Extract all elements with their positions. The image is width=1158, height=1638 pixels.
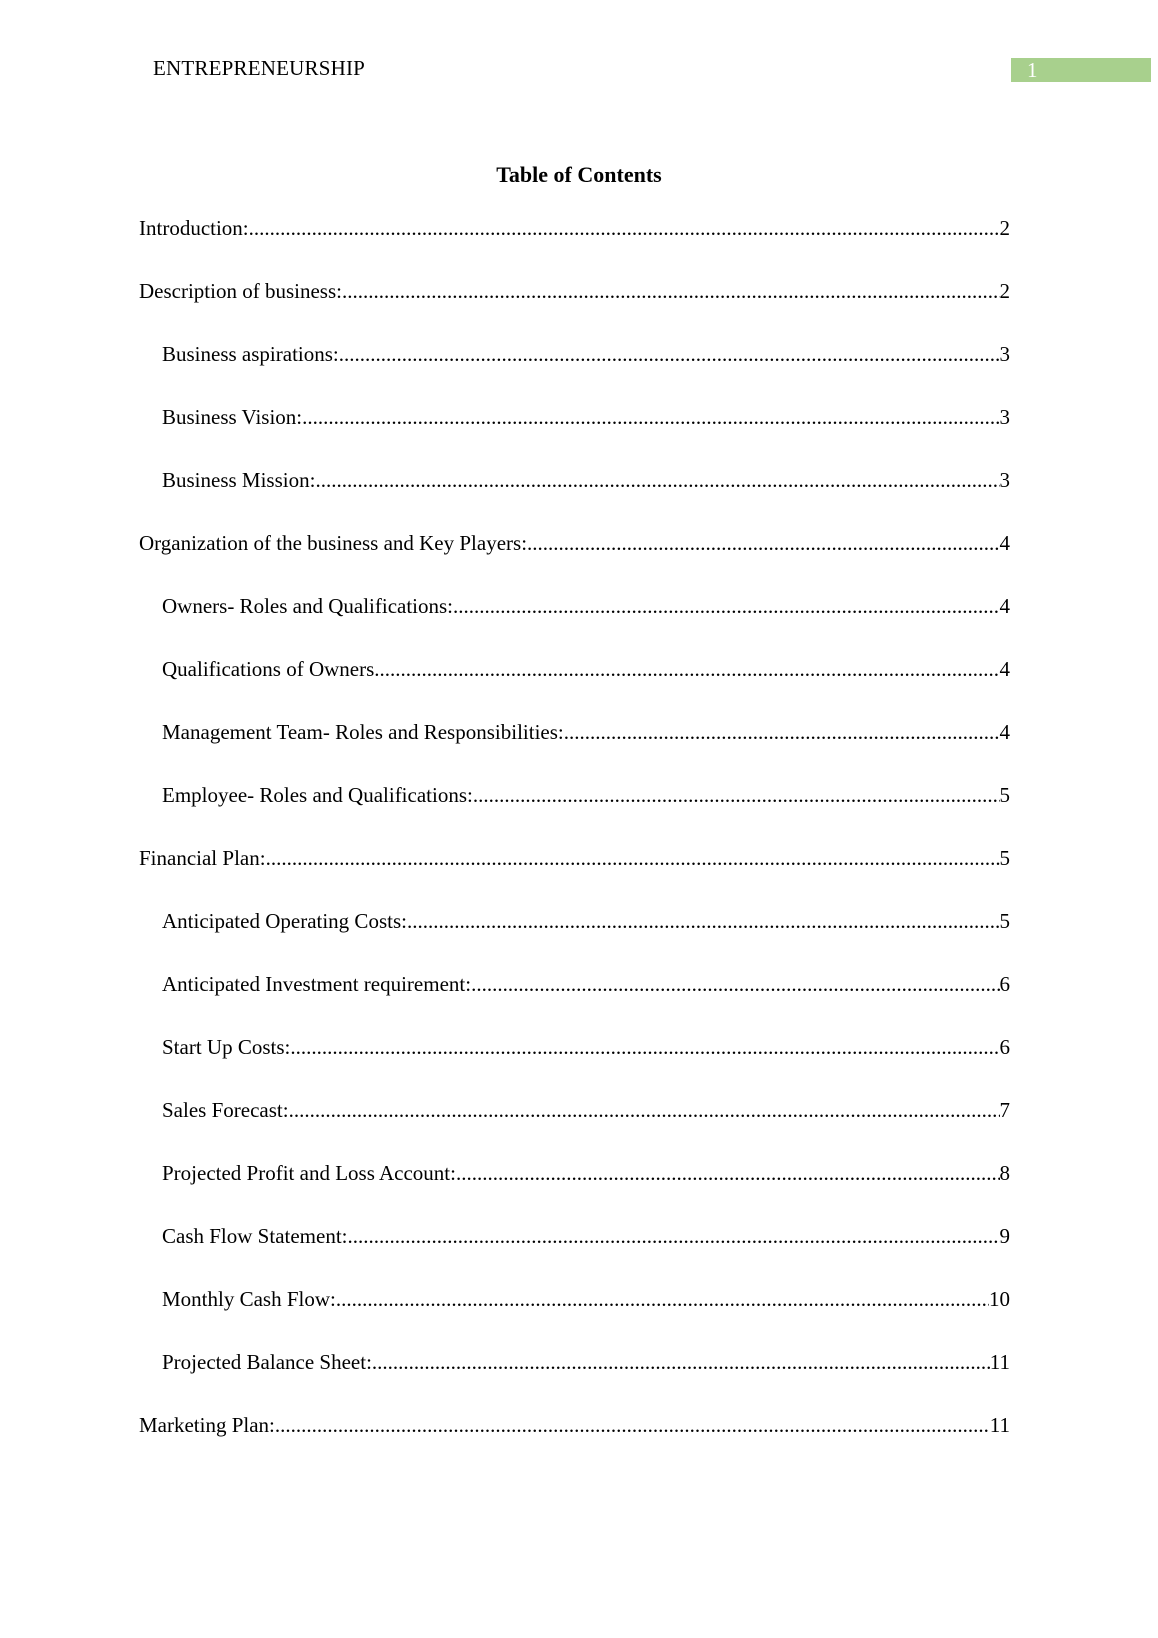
toc-entry[interactable] — [139, 1032, 1010, 1095]
toc-entry-title: Anticipated Operating Costs: — [162, 909, 407, 933]
toc-entry-title: Management Team- Roles and Responsibilities: — [162, 720, 564, 744]
toc-dot-leader — [339, 339, 1000, 369]
toc-entry-page: 4 — [999, 657, 1010, 681]
toc-entry-page: 11 — [989, 1350, 1010, 1374]
toc-entry[interactable] — [139, 1158, 1010, 1221]
toc-dot-leader — [527, 528, 999, 558]
toc-entry-page: 5 — [999, 909, 1010, 933]
toc-entry-page: 10 — [989, 1287, 1010, 1311]
toc-entry[interactable] — [139, 213, 1010, 276]
toc-entry-title: Sales Forecast: — [162, 1098, 289, 1122]
toc-dot-leader — [336, 1284, 989, 1314]
toc-entry[interactable] — [139, 906, 1010, 969]
toc-dot-leader — [289, 1095, 1000, 1125]
toc-entry[interactable] — [139, 339, 1010, 402]
toc-dot-leader — [348, 1221, 1000, 1251]
toc-entry-page: 8 — [999, 1161, 1010, 1185]
toc-entry[interactable] — [139, 591, 1010, 654]
toc-entry-page: 5 — [999, 846, 1010, 870]
toc-entry-page: 4 — [999, 720, 1010, 744]
toc-entry-title: Start Up Costs: — [162, 1035, 291, 1059]
toc-dot-leader — [290, 1032, 999, 1062]
toc-entry-page: 7 — [999, 1098, 1010, 1122]
toc-entry-title: Business aspirations: — [162, 342, 339, 366]
toc-entry[interactable] — [139, 969, 1010, 1032]
toc-entry-title: Qualifications of Owners — [162, 657, 375, 681]
toc-entry-page: 11 — [989, 1413, 1010, 1437]
toc-entry[interactable] — [139, 843, 1010, 906]
toc-entry[interactable] — [139, 780, 1010, 843]
toc-entry-title: Owners- Roles and Qualifications: — [162, 594, 454, 618]
page-number-badge: 1 — [1011, 58, 1151, 82]
toc-entry-title: Monthly Cash Flow: — [162, 1287, 336, 1311]
running-header-title: ENTREPRENEURSHIP — [153, 56, 366, 80]
toc-entry[interactable] — [139, 1284, 1010, 1347]
toc-entry-page: 3 — [999, 342, 1010, 366]
toc-dot-leader — [473, 780, 1000, 810]
toc-dot-leader — [456, 1158, 1000, 1188]
toc-entry-page: 2 — [999, 216, 1010, 240]
toc-dot-leader — [372, 1347, 990, 1377]
toc-entry[interactable] — [139, 528, 1010, 591]
toc-entry-title: Business Mission: — [162, 468, 316, 492]
toc-entry-title: Projected Profit and Loss Account: — [162, 1161, 456, 1185]
toc-dot-leader — [249, 213, 1000, 243]
toc-entry-title: Business Vision: — [162, 405, 303, 429]
toc-entry-title: Description of business: — [139, 279, 342, 303]
table-of-contents — [139, 213, 1010, 1473]
toc-entry-page: 3 — [999, 405, 1010, 429]
toc-dot-leader — [275, 1410, 990, 1440]
toc-entry-page: 3 — [999, 468, 1010, 492]
toc-entry-page: 5 — [999, 783, 1010, 807]
toc-entry-title: Employee- Roles and Qualifications: — [162, 783, 473, 807]
toc-entry[interactable] — [139, 654, 1010, 717]
toc-dot-leader — [471, 969, 999, 999]
toc-entry[interactable] — [139, 1221, 1010, 1284]
toc-entry[interactable] — [139, 1095, 1010, 1158]
toc-entry-page: 9 — [999, 1224, 1010, 1248]
toc-dot-leader — [266, 843, 1000, 873]
toc-entry[interactable] — [139, 402, 1010, 465]
toc-entry-page: 6 — [999, 972, 1010, 996]
toc-entry-page: 6 — [999, 1035, 1010, 1059]
toc-dot-leader — [342, 276, 1000, 306]
toc-entry-title: Financial Plan: — [139, 846, 266, 870]
toc-entry-title: Introduction: — [139, 216, 249, 240]
toc-entry-page: 4 — [999, 531, 1010, 555]
toc-dot-leader — [453, 591, 999, 621]
toc-entry-page: 4 — [999, 594, 1010, 618]
toc-entry[interactable] — [139, 717, 1010, 780]
toc-dot-leader — [374, 654, 999, 684]
toc-entry[interactable] — [139, 465, 1010, 528]
toc-entry[interactable] — [139, 1347, 1010, 1410]
toc-entry-title: Projected Balance Sheet: — [162, 1350, 372, 1374]
toc-dot-leader — [302, 402, 999, 432]
toc-entry[interactable] — [139, 1410, 1010, 1473]
toc-entry[interactable] — [139, 276, 1010, 339]
toc-entry-title: Organization of the business and Key Players: — [139, 531, 528, 555]
toc-dot-leader — [407, 906, 1000, 936]
toc-entry-title: Cash Flow Statement: — [162, 1224, 348, 1248]
toc-dot-leader — [564, 717, 1000, 747]
toc-entry-title: Marketing Plan: — [139, 1413, 275, 1437]
toc-entry-page: 2 — [999, 279, 1010, 303]
toc-dot-leader — [315, 465, 999, 495]
toc-heading: Table of Contents — [496, 162, 662, 187]
toc-entry-title: Anticipated Investment requirement: — [162, 972, 472, 996]
